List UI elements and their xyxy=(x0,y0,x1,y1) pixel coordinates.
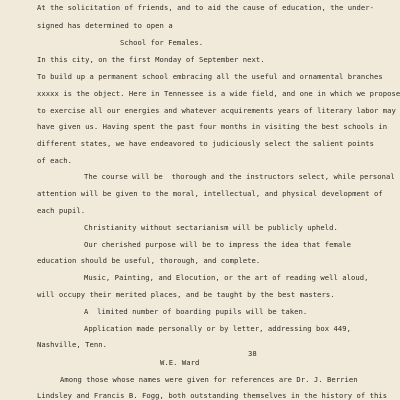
text-line: To build up a permanent school embracing all the useful and ornamental branches xyxy=(37,72,383,81)
text-line: In this city, on the first Monday of September next. xyxy=(37,55,265,64)
text-line: Our cherished purpose will be to impress the idea that female xyxy=(84,240,352,249)
text-line: attention will be given to the moral, intellectual, and physical development of xyxy=(37,189,383,198)
text-line: At the solicitation of friends, and to aid the cause of education, the under- xyxy=(37,3,375,12)
text-line: education should be useful, thorough, and complete. xyxy=(37,256,261,265)
text-line: to exercise all our energies and whatever acquirements years of literary labor may xyxy=(37,106,396,115)
text-line: Among those whose names were given for references are Dr. J. Berrien xyxy=(60,375,358,384)
text-line: Application made personally or by letter, addressing box 449, xyxy=(84,324,352,333)
text-line: each pupil. xyxy=(37,206,86,215)
text-line: signed has determined to open a xyxy=(37,21,173,30)
text-line: The course will be thorough and the instructors select, while personal xyxy=(84,172,395,181)
text-line: xxxxx is the object. Here in Tennessee is a wide field, and one in which we propose xyxy=(37,89,400,98)
text-line: Christianity without sectarianism will be publicly upheld. xyxy=(84,223,338,232)
text-line: Music, Painting, and Elocution, or the art of reading well aloud, xyxy=(84,273,369,282)
text-line: different states, we have endeavored to judiciously select the salient points xyxy=(37,139,375,148)
text-line: of each. xyxy=(37,156,73,165)
signature-name: W.E. Ward xyxy=(160,358,200,367)
text-line: Lindsley and Francis B. Fogg, both outstanding themselves in the history of this xyxy=(37,391,388,400)
school-heading: School for Females. xyxy=(120,38,204,47)
text-line: will occupy their merited places, and be taught by the best masters. xyxy=(37,290,335,299)
page-number: 38 xyxy=(248,349,257,358)
text-line: Nashville, Tenn. xyxy=(37,340,108,349)
text-line: A limited number of boarding pupils will be taken. xyxy=(84,307,308,316)
text-line: have given us. Having spent the past four months in visiting the best schools in xyxy=(37,122,388,131)
